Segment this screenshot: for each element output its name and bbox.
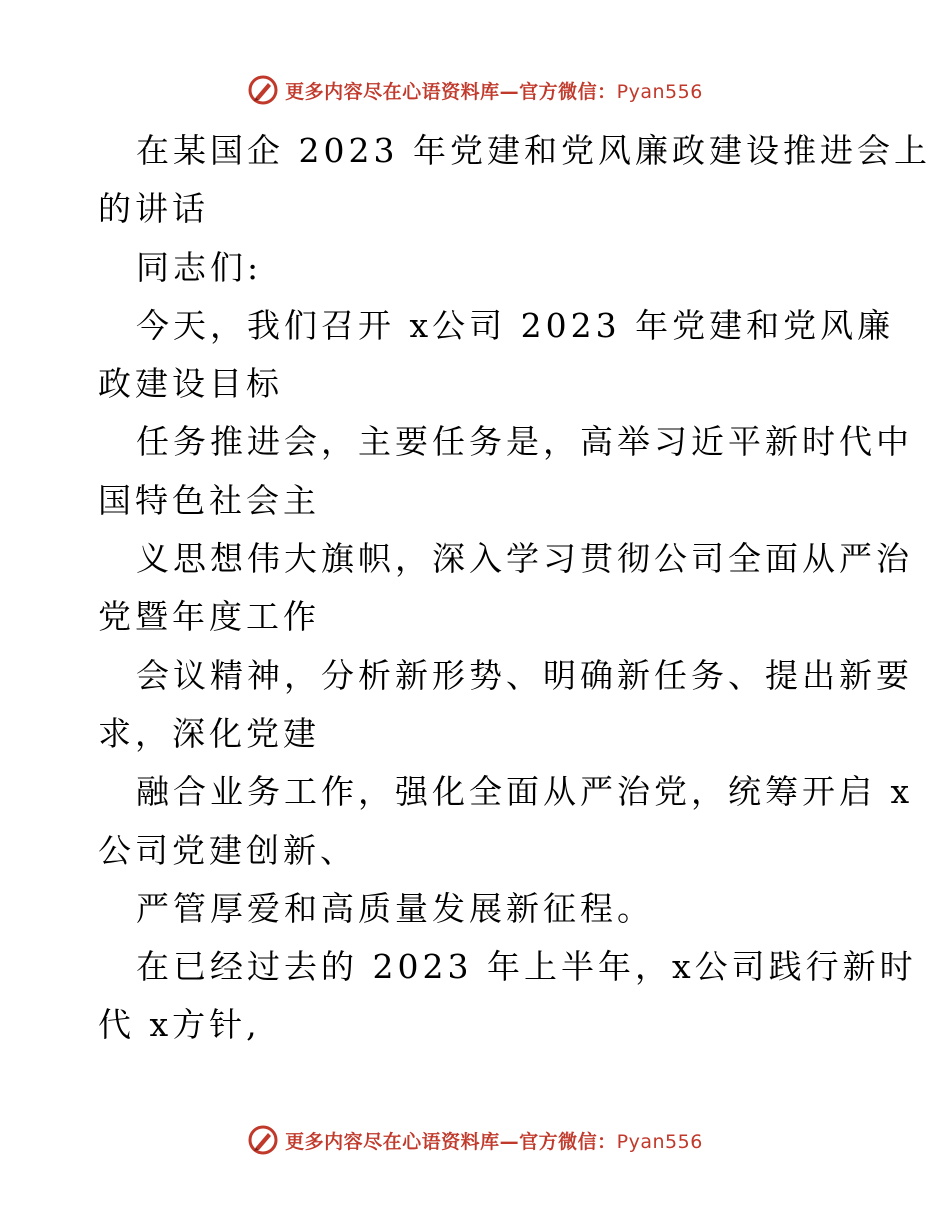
text-line: 政建设目标 — [98, 364, 283, 404]
header-watermark — [0, 73, 950, 107]
watermark-text: 更多内容尽在心语资料库—官方微信：Pyan556 — [285, 80, 703, 103]
pen-logo-icon — [247, 74, 279, 106]
text-line: 严管厚爱和高质量发展新征程。 — [136, 888, 654, 928]
text-line: 代 x方针, — [98, 1005, 261, 1045]
watermark-account: Pyan556 — [616, 1130, 703, 1153]
text-line: 求，深化党建 — [98, 713, 320, 753]
text-line: 会议精神，分析新形势、明确新任务、提出新要 — [136, 655, 913, 695]
document-body — [98, 122, 931, 1055]
text-line: 的讲话 — [98, 189, 209, 229]
watermark-account: Pyan556 — [616, 80, 703, 103]
footer-watermark — [0, 1123, 950, 1157]
text-line: 义思想伟大旗帜，深入学习贯彻公司全面从严治 — [136, 539, 913, 579]
pen-logo-icon — [247, 1124, 279, 1156]
text-line: 在某国企 2023 年党建和党风廉政建设推进会上 — [136, 131, 931, 170]
text-line: 党暨年度工作 — [98, 597, 320, 637]
text-line: 同志们: — [136, 247, 263, 287]
watermark-text: 更多内容尽在心语资料库—官方微信：Pyan556 — [285, 1130, 703, 1153]
text-line: 任务推进会，主要任务是，高举习近平新时代中 — [136, 422, 913, 462]
text-line: 公司党建创新、 — [98, 830, 357, 870]
text-line: 融合业务工作，强化全面从严治党，统筹开启 x — [136, 772, 914, 812]
text-line: 今天，我们召开 x公司 2023 年党建和党风廉 — [136, 305, 895, 345]
text-line: 在已经过去的 2023 年上半年，x公司践行新时 — [136, 947, 917, 987]
text-line: 国特色社会主 — [98, 480, 320, 520]
